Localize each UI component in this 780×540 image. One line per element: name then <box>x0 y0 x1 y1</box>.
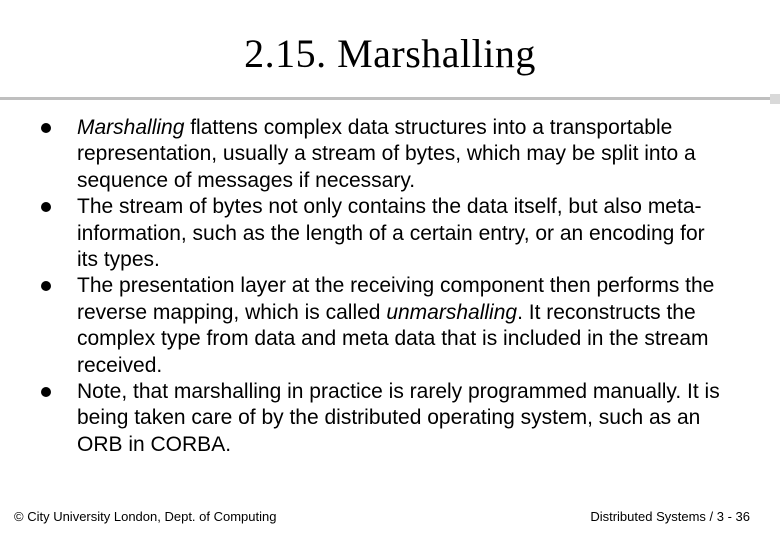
emphasis-term: Marshalling <box>77 116 185 139</box>
bullet-text-part: The presentation layer at the receiving component then performs the reverse mapping, which is called <box>77 274 715 324</box>
emphasis-term: unmarshalling <box>386 300 518 324</box>
bullet-text <box>77 274 714 376</box>
bullet-item <box>0 273 727 379</box>
bullet-text <box>77 116 696 192</box>
bullet-dot-icon <box>41 281 51 291</box>
bullet-item <box>0 379 727 458</box>
footer-copyright: © City University London, Dept. of Computing <box>14 509 277 524</box>
bullet-dot-icon <box>41 387 51 397</box>
slide-title: 2.15. Marshalling <box>244 31 536 76</box>
bullet-dot-icon <box>41 202 51 212</box>
bullet-text <box>77 380 720 456</box>
title-divider <box>0 97 780 100</box>
bullet-item <box>0 115 727 194</box>
title-divider-end <box>770 94 780 104</box>
bullet-item <box>0 194 727 273</box>
bullet-text-part: flattens complex data structures into a transportable representation, usually a stream of bytes, which may be split into a sequence of messages if necessary. <box>77 116 696 192</box>
bullet-text-part: . It reconstructs the complex type from data and meta data that is included in the stream received. <box>77 300 709 377</box>
bullet-dot-icon <box>41 123 51 133</box>
bullet-list <box>0 115 780 458</box>
bullet-text-part: The stream of bytes not only contains the data itself, but also meta-information, such as the length of a certain entry, or an encoding for its types. <box>77 195 705 272</box>
bullet-text-part: Note, that marshalling in practice is rarely programmed manually. It is being taken care of by the distributed operating system, such as an ORB in CORBA. <box>77 380 720 456</box>
footer-page-info: Distributed Systems / 3 - 36 <box>590 509 750 524</box>
bullet-text <box>77 195 705 271</box>
